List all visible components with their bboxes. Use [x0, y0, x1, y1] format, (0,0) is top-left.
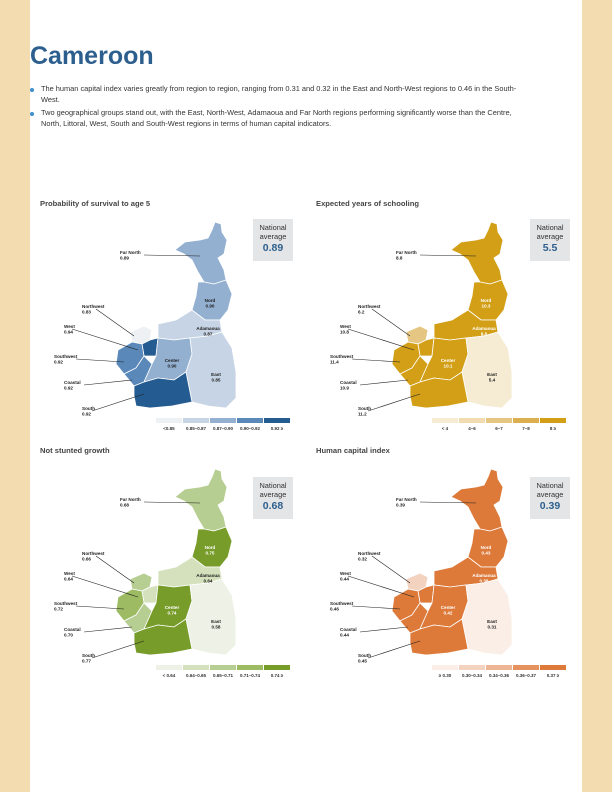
region-value-adamaoua: 0.87	[203, 331, 213, 337]
region-value-nord: 0.43	[481, 550, 491, 556]
national-average-value: 0.89	[262, 242, 284, 254]
region-value-centre: 0.90	[167, 363, 177, 369]
legend-swatch	[264, 418, 290, 423]
national-average-label: National average	[536, 481, 564, 499]
bullet-item: The human capital index varies greatly from region to region, ranging from 0.31 and 0.32 in the East and North-West regions to 0.46 in the South-West.	[30, 84, 530, 105]
legend-swatch	[432, 665, 458, 670]
region-value-west: 10.8	[340, 329, 349, 335]
leader-line	[372, 556, 410, 583]
leader-line	[96, 556, 134, 583]
region-label-south: South	[358, 406, 372, 411]
region-value-east: 0.58	[211, 624, 221, 630]
region-label-adamaoua: Adamaoua	[196, 326, 220, 331]
page-title: Cameroon	[30, 42, 154, 70]
region-label-adamaoua: Adamaoua	[472, 573, 496, 578]
region-value-northwest: 0.83	[82, 309, 91, 315]
legend-label: <0.85	[163, 426, 175, 431]
legend-label: 0.30–0.34	[461, 673, 483, 678]
region-value-nord: 10.3	[481, 303, 491, 309]
region-value-east: 5.4	[488, 377, 496, 383]
region-label-east: East	[211, 372, 221, 377]
region-value-farnorth: 0.68	[120, 502, 129, 508]
legend-swatch	[513, 665, 539, 670]
legend-swatch	[264, 665, 290, 670]
legend-swatch	[486, 418, 512, 423]
region-label-farnorth: Far North	[120, 497, 141, 502]
legend-label: < 4	[441, 426, 449, 431]
legend-label: 0.90–0.92	[239, 426, 261, 431]
legend-swatch	[156, 418, 182, 423]
legend-label: 8 ≥	[549, 426, 557, 431]
legend-swatch	[540, 418, 566, 423]
legend-label: 0.92 ≥	[270, 426, 284, 431]
region-value-nord: 0.75	[205, 550, 215, 556]
region-label-farnorth: Far North	[120, 250, 141, 255]
region-label-nord: Nord	[480, 298, 492, 303]
region-value-farnorth: 0.39	[396, 502, 405, 508]
region-east	[186, 332, 236, 408]
leader-line	[84, 380, 132, 385]
region-value-adamaoua: 0.38	[479, 578, 489, 584]
region-label-centre: Center	[440, 605, 456, 610]
region-value-east: 0.31	[487, 624, 497, 630]
region-label-east: East	[487, 619, 497, 624]
region-farnorth	[451, 469, 503, 531]
leader-line	[372, 309, 410, 336]
legend-swatch	[156, 665, 182, 670]
legend-swatch	[459, 665, 485, 670]
legend-swatch	[210, 418, 236, 423]
region-east	[462, 579, 512, 655]
region-farnorth	[175, 469, 227, 531]
legend-swatch	[459, 418, 485, 423]
region-value-southwest: 11.4	[330, 359, 339, 365]
national-average-label: National average	[259, 223, 287, 241]
legend-label: 0.64–0.65	[185, 673, 207, 678]
region-value-west: 0.64	[64, 576, 73, 582]
map-title-hci: Human capital index	[316, 446, 390, 455]
region-value-coastal: 10.9	[340, 385, 349, 391]
legend-swatch	[183, 418, 209, 423]
region-label-east: East	[487, 372, 497, 377]
cameroon-map	[54, 222, 290, 431]
legend-label: ≥ 0.30	[438, 673, 452, 678]
region-east	[186, 579, 236, 655]
region-label-west: West	[340, 571, 351, 576]
region-value-centre: 0.74	[167, 610, 177, 616]
legend-swatch	[210, 665, 236, 670]
region-label-nord: Nord	[204, 298, 216, 303]
region-value-adamaoua: 8.8	[480, 331, 488, 337]
cameroon-map	[54, 469, 290, 678]
legend-label: 0.74 ≥	[270, 673, 284, 678]
region-label-coastal: Coastal	[64, 627, 81, 632]
national-average-label: National average	[536, 223, 564, 241]
leader-line	[360, 380, 408, 385]
legend-label: 0.34–0.36	[488, 673, 510, 678]
region-label-northwest: Northwest	[82, 304, 105, 309]
region-farnorth	[451, 222, 503, 284]
region-value-southwest: 0.92	[54, 359, 63, 365]
region-label-coastal: Coastal	[340, 627, 357, 632]
region-value-coastal: 0.44	[340, 632, 349, 638]
legend-swatch	[237, 665, 263, 670]
region-value-southwest: 0.46	[330, 606, 339, 612]
national-average-value: 5.5	[542, 242, 558, 254]
region-label-south: South	[82, 406, 96, 411]
national-average-value: 0.68	[262, 500, 284, 512]
legend-swatch	[486, 665, 512, 670]
region-label-west: West	[64, 324, 75, 329]
cameroon-map	[330, 469, 566, 678]
region-label-southwest: Southwest	[330, 354, 354, 359]
region-label-west: West	[64, 571, 75, 576]
region-value-centre: 0.42	[443, 610, 453, 616]
legend-label: 7–8	[522, 426, 530, 431]
region-label-coastal: Coastal	[340, 380, 357, 385]
region-label-adamaoua: Adamaoua	[196, 573, 220, 578]
region-value-farnorth: 0.89	[120, 255, 129, 261]
region-value-southwest: 0.72	[54, 606, 63, 612]
national-average-label: National average	[259, 481, 287, 499]
cameroon-map	[330, 222, 566, 431]
region-label-northwest: Northwest	[358, 551, 381, 556]
legend-label: < 0.64	[162, 673, 176, 678]
legend-label: 0.87–0.90	[212, 426, 234, 431]
region-value-west: 0.94	[64, 329, 73, 335]
region-east	[462, 332, 512, 408]
region-label-southwest: Southwest	[54, 601, 78, 606]
legend-swatch	[237, 418, 263, 423]
legend-label: 0.85–0.87	[185, 426, 207, 431]
region-label-southwest: Southwest	[54, 354, 78, 359]
region-label-east: East	[211, 619, 221, 624]
region-label-south: South	[358, 653, 372, 658]
region-value-northwest: 0.66	[82, 556, 91, 562]
region-value-coastal: 0.92	[64, 385, 73, 391]
bullet-item: Two geographical groups stand out, with the East, North-West, Adamaoua and Far North regions performing significantly worse than the Centre, North, Littoral, West, South and South-West regions in terms of human capital indicators.	[30, 108, 530, 129]
region-label-centre: Center	[440, 358, 456, 363]
region-label-farnorth: Far North	[396, 497, 417, 502]
region-value-coastal: 0.70	[64, 632, 73, 638]
region-label-centre: Center	[164, 358, 180, 363]
region-label-nord: Nord	[204, 545, 216, 550]
legend-label: 0.37 ≥	[546, 673, 560, 678]
region-label-northwest: Northwest	[358, 304, 381, 309]
region-label-southwest: Southwest	[330, 601, 354, 606]
region-label-farnorth: Far North	[396, 250, 417, 255]
map-title-schooling: Expected years of schooling	[316, 199, 419, 208]
legend-label: 4–6	[468, 426, 476, 431]
region-value-nord: 0.90	[205, 303, 215, 309]
region-value-east: 0.85	[211, 377, 221, 383]
legend-swatch	[513, 418, 539, 423]
region-label-nord: Nord	[480, 545, 492, 550]
leader-line	[360, 627, 408, 632]
legend-label: 0.65–0.71	[212, 673, 234, 678]
legend-label: 0.71–0.74	[239, 673, 261, 678]
region-value-west: 0.44	[340, 576, 349, 582]
region-value-adamaoua: 0.64	[203, 578, 213, 584]
region-label-northwest: Northwest	[82, 551, 105, 556]
legend-label: 6–7	[495, 426, 503, 431]
legend-swatch	[432, 418, 458, 423]
region-label-west: West	[340, 324, 351, 329]
region-value-south: 0.92	[82, 411, 91, 417]
region-value-south: 11.2	[358, 411, 367, 417]
region-farnorth	[175, 222, 227, 284]
region-value-northwest: 6.2	[358, 309, 365, 315]
legend-swatch	[183, 665, 209, 670]
map-title-stunting: Not stunted growth	[40, 446, 110, 455]
region-label-adamaoua: Adamaoua	[472, 326, 496, 331]
region-label-coastal: Coastal	[64, 380, 81, 385]
map-title-survival: Probability of survival to age 5	[40, 199, 151, 208]
region-value-south: 0.77	[82, 658, 91, 664]
national-average-value: 0.39	[539, 500, 561, 512]
leader-line	[84, 627, 132, 632]
region-value-south: 0.45	[358, 658, 367, 664]
region-label-south: South	[82, 653, 96, 658]
region-value-centre: 10.1	[443, 363, 453, 369]
legend-label: 0.36–0.37	[515, 673, 537, 678]
region-label-centre: Center	[164, 605, 180, 610]
legend-swatch	[540, 665, 566, 670]
region-value-farnorth: 8.8	[396, 255, 403, 261]
region-value-northwest: 0.32	[358, 556, 367, 562]
leader-line	[96, 309, 134, 336]
